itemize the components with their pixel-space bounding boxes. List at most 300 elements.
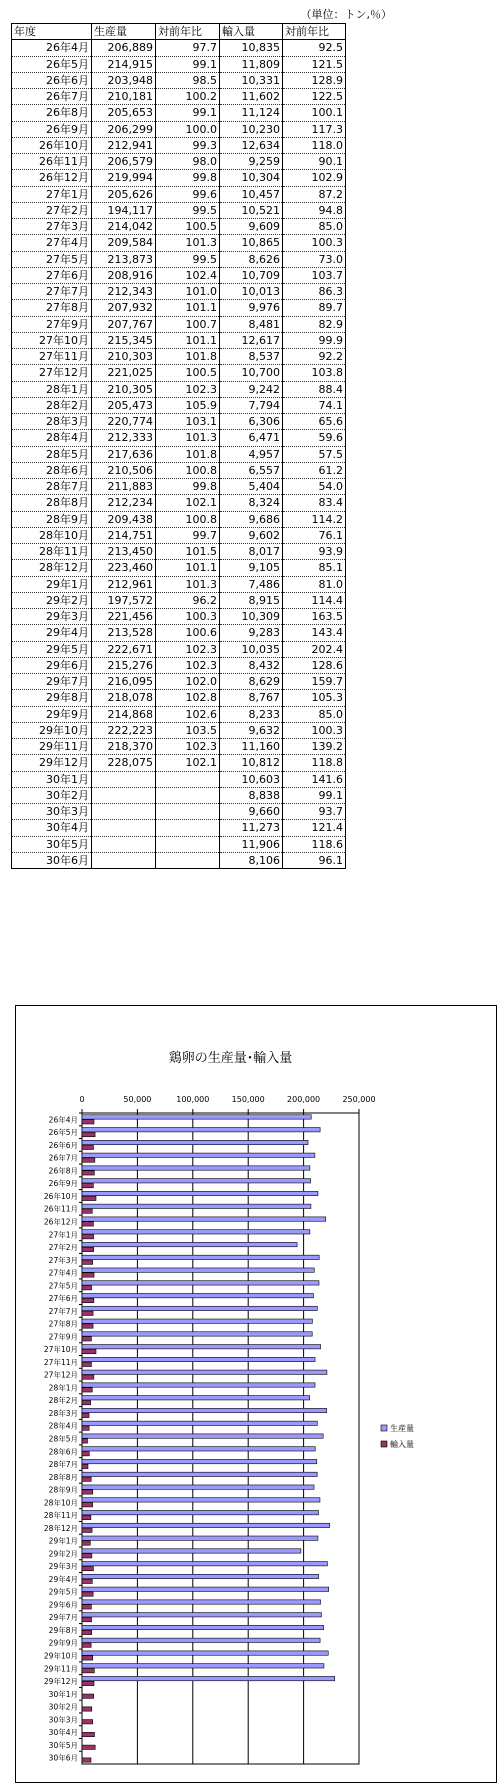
bar-imports: [82, 1132, 95, 1136]
bar-imports: [82, 1222, 93, 1226]
value-cell: 101.8: [156, 349, 220, 365]
category-label: 29年10月: [43, 1651, 78, 1661]
value-cell: 11,273: [220, 820, 283, 836]
x-tick-label: 200,000: [287, 1095, 321, 1104]
value-cell: 100.3: [283, 235, 346, 251]
value-cell: 128.6: [283, 657, 346, 673]
value-cell: 216,095: [92, 674, 156, 690]
bar-imports: [82, 1464, 88, 1468]
category-label: 26年5月: [48, 1128, 78, 1138]
value-cell: 8,626: [220, 251, 283, 267]
bar-production: [82, 1549, 301, 1553]
value-cell: 209,438: [92, 511, 156, 527]
category-label: 28年12月: [43, 1523, 78, 1533]
value-cell: 93.7: [283, 804, 346, 820]
value-cell: 105.9: [156, 397, 220, 413]
value-cell: 99.1: [156, 56, 220, 72]
table-row: [12, 121, 346, 137]
month-cell: 30年5月: [12, 836, 92, 852]
month-cell: 29年10月: [12, 722, 92, 738]
value-cell: 90.1: [283, 154, 346, 170]
table-row: [12, 316, 346, 332]
value-cell: 203,948: [92, 72, 156, 88]
bar-imports: [82, 1515, 91, 1519]
table-row: [12, 625, 346, 641]
category-label: 29年5月: [48, 1587, 78, 1597]
bar-production: [82, 1472, 317, 1476]
value-cell: 102.6: [156, 706, 220, 722]
bar-imports: [82, 1362, 91, 1366]
month-cell: 26年8月: [12, 105, 92, 121]
value-cell: 205,653: [92, 105, 156, 121]
bar-production: [82, 1396, 310, 1400]
month-cell: 28年7月: [12, 479, 92, 495]
value-cell: 99.7: [156, 527, 220, 543]
category-label: 26年4月: [48, 1115, 78, 1125]
month-cell: 29年12月: [12, 755, 92, 771]
category-label: 28年5月: [48, 1434, 78, 1444]
month-cell: 29年8月: [12, 690, 92, 706]
value-cell: 10,457: [220, 186, 283, 202]
bar-production: [82, 1600, 321, 1604]
value-cell: 8,432: [220, 657, 283, 673]
table-row: [12, 235, 346, 251]
month-cell: 29年3月: [12, 609, 92, 625]
bar-production: [82, 1638, 320, 1642]
bar-imports: [82, 1400, 91, 1404]
value-cell: 99.5: [156, 202, 220, 218]
value-cell: 210,303: [92, 349, 156, 365]
value-cell: 10,309: [220, 609, 283, 625]
value-cell: 83.4: [283, 495, 346, 511]
month-cell: 28年4月: [12, 430, 92, 446]
table-row: [12, 72, 346, 88]
category-label: 27年2月: [48, 1243, 78, 1253]
table-row: [12, 755, 346, 771]
value-cell: 102.3: [156, 381, 220, 397]
category-label: 26年10月: [43, 1191, 78, 1201]
value-cell: 118.0: [283, 137, 346, 153]
value-cell: 121.4: [283, 820, 346, 836]
category-label: 27年6月: [48, 1294, 78, 1304]
value-cell: 100.3: [156, 609, 220, 625]
value-cell: 102.1: [156, 495, 220, 511]
month-cell: 26年4月: [12, 40, 92, 56]
table-row: [12, 706, 346, 722]
bar-imports: [82, 1758, 91, 1762]
value-cell: 101.8: [156, 446, 220, 462]
category-label: 27年7月: [48, 1306, 78, 1316]
category-label: 27年5月: [48, 1281, 78, 1291]
bar-imports: [82, 1732, 94, 1736]
bar-imports: [82, 1286, 92, 1290]
value-cell: 61.2: [283, 462, 346, 478]
x-tick-label: 100,000: [176, 1095, 210, 1104]
table-row: [12, 836, 346, 852]
value-cell: 8,838: [220, 787, 283, 803]
bar-imports: [82, 1745, 95, 1749]
value-cell: 202.4: [283, 641, 346, 657]
month-cell: 29年4月: [12, 625, 92, 641]
category-label: 29年9月: [48, 1638, 78, 1648]
value-cell: 220,774: [92, 414, 156, 430]
bar-imports: [82, 1669, 94, 1673]
value-cell: 10,521: [220, 202, 283, 218]
month-cell: 28年11月: [12, 544, 92, 560]
value-cell: 11,906: [220, 836, 283, 852]
value-cell: 105.3: [283, 690, 346, 706]
value-cell: 212,234: [92, 495, 156, 511]
value-cell: 9,976: [220, 300, 283, 316]
value-cell: 8,017: [220, 544, 283, 560]
bar-imports: [82, 1324, 93, 1328]
bar-imports: [82, 1694, 94, 1698]
table-row: [12, 674, 346, 690]
value-cell: 213,873: [92, 251, 156, 267]
table-row: [12, 479, 346, 495]
category-label: 30年6月: [48, 1753, 78, 1763]
bar-imports: [82, 1477, 91, 1481]
value-cell: 5,404: [220, 479, 283, 495]
value-cell: 197,572: [92, 592, 156, 608]
legend-label: 輸入量: [390, 1440, 414, 1449]
table-header-cell: 輸入量: [220, 24, 283, 40]
bar-production: [82, 1242, 297, 1246]
table-row: [12, 430, 346, 446]
bar-production: [82, 1370, 327, 1374]
value-cell: 223,460: [92, 560, 156, 576]
legend-swatch: [381, 1441, 387, 1447]
value-cell: 228,075: [92, 755, 156, 771]
bar-production: [82, 1293, 313, 1297]
value-cell: 102.8: [156, 690, 220, 706]
value-cell: 10,035: [220, 641, 283, 657]
bar-production: [82, 1332, 312, 1336]
value-cell: 212,961: [92, 576, 156, 592]
value-cell: 4,957: [220, 446, 283, 462]
month-cell: 26年5月: [12, 56, 92, 72]
category-label: 28年7月: [48, 1460, 78, 1470]
table-row: [12, 576, 346, 592]
value-cell: 101.1: [156, 300, 220, 316]
table-row: [12, 186, 346, 202]
value-cell: 103.5: [156, 722, 220, 738]
month-cell: 30年4月: [12, 820, 92, 836]
month-cell: 26年9月: [12, 121, 92, 137]
value-cell: 103.7: [283, 267, 346, 283]
category-label: 26年9月: [48, 1179, 78, 1189]
value-cell: 8,324: [220, 495, 283, 511]
value-cell: 6,471: [220, 430, 283, 446]
value-cell: 74.1: [283, 397, 346, 413]
chart-title: 鶏卵の生産量･輸入量: [168, 1051, 293, 1066]
value-cell: 8,106: [220, 852, 283, 868]
value-cell: 12,617: [220, 332, 283, 348]
month-cell: 27年2月: [12, 202, 92, 218]
category-label: 29年6月: [48, 1600, 78, 1610]
category-label: 30年3月: [48, 1715, 78, 1725]
bar-imports: [82, 1388, 92, 1392]
month-cell: 26年6月: [12, 72, 92, 88]
month-cell: 28年3月: [12, 414, 92, 430]
value-cell: 212,941: [92, 137, 156, 153]
value-cell: 8,767: [220, 690, 283, 706]
category-label: 26年12月: [43, 1217, 78, 1227]
x-tick-label: 250,000: [342, 1095, 376, 1104]
bar-imports: [82, 1247, 94, 1251]
value-cell: 118.6: [283, 836, 346, 852]
value-cell: 102.9: [283, 170, 346, 186]
value-cell: 9,283: [220, 625, 283, 641]
table-row: [12, 641, 346, 657]
value-cell: 10,700: [220, 365, 283, 381]
value-cell: 92.2: [283, 349, 346, 365]
value-cell: 10,709: [220, 267, 283, 283]
value-cell: 93.9: [283, 544, 346, 560]
value-cell: 99.6: [156, 186, 220, 202]
chart-legend: [381, 1423, 414, 1449]
value-cell: 7,794: [220, 397, 283, 413]
bar-imports: [82, 1375, 94, 1379]
value-cell: 101.3: [156, 235, 220, 251]
value-cell: 10,331: [220, 72, 283, 88]
value-cell: 139.2: [283, 739, 346, 755]
bar-imports: [82, 1273, 94, 1277]
table-row: [12, 527, 346, 543]
value-cell: 100.8: [156, 462, 220, 478]
category-label: 28年6月: [48, 1447, 78, 1457]
bar-production: [82, 1230, 310, 1234]
bar-production: [82, 1268, 314, 1272]
value-cell: 221,456: [92, 609, 156, 625]
bar-imports: [82, 1566, 93, 1570]
value-cell: 59.6: [283, 430, 346, 446]
value-cell: 214,868: [92, 706, 156, 722]
bar-production: [82, 1115, 311, 1119]
value-cell: [156, 852, 220, 868]
bar-imports: [82, 1605, 91, 1609]
value-cell: 121.5: [283, 56, 346, 72]
month-cell: 26年7月: [12, 89, 92, 105]
table-header-cell: 生産量: [92, 24, 156, 40]
value-cell: 128.9: [283, 72, 346, 88]
value-cell: 8,537: [220, 349, 283, 365]
value-cell: 85.1: [283, 560, 346, 576]
bar-production: [82, 1306, 317, 1310]
month-cell: 28年5月: [12, 446, 92, 462]
table-row: [12, 690, 346, 706]
value-cell: 100.5: [156, 365, 220, 381]
bar-imports: [82, 1720, 93, 1724]
value-cell: 218,370: [92, 739, 156, 755]
table-row: [12, 739, 346, 755]
value-cell: 210,305: [92, 381, 156, 397]
value-cell: 209,584: [92, 235, 156, 251]
bar-imports: [82, 1196, 96, 1200]
value-cell: 207,932: [92, 300, 156, 316]
category-label: 29年12月: [43, 1677, 78, 1687]
value-cell: 12,634: [220, 137, 283, 153]
bar-production: [82, 1562, 327, 1566]
table-header-cell: 対前年比: [156, 24, 220, 40]
category-label: 26年11月: [43, 1204, 78, 1214]
bar-production: [82, 1383, 315, 1387]
bar-imports: [82, 1260, 93, 1264]
value-cell: 11,160: [220, 739, 283, 755]
category-label: 26年7月: [48, 1153, 78, 1163]
legend-label: 生産量: [390, 1424, 414, 1433]
table-row: [12, 397, 346, 413]
category-label: 27年4月: [48, 1268, 78, 1278]
value-cell: 215,345: [92, 332, 156, 348]
data-table: [11, 23, 346, 869]
table-row: [12, 219, 346, 235]
bar-production: [82, 1281, 319, 1285]
value-cell: 8,915: [220, 592, 283, 608]
category-label: 28年9月: [48, 1485, 78, 1495]
table-row: [12, 56, 346, 72]
table-row: [12, 170, 346, 186]
month-cell: 27年1月: [12, 186, 92, 202]
table-row: [12, 381, 346, 397]
value-cell: 9,259: [220, 154, 283, 170]
category-label: 30年5月: [48, 1740, 78, 1750]
value-cell: 207,767: [92, 316, 156, 332]
value-cell: 99.3: [156, 137, 220, 153]
value-cell: 117.3: [283, 121, 346, 137]
month-cell: 28年12月: [12, 560, 92, 576]
value-cell: [156, 787, 220, 803]
bar-production: [82, 1536, 318, 1540]
value-cell: 100.5: [156, 219, 220, 235]
value-cell: 194,117: [92, 202, 156, 218]
table-row: [12, 349, 346, 365]
value-cell: 101.3: [156, 430, 220, 446]
table-row: [12, 137, 346, 153]
month-cell: 30年1月: [12, 771, 92, 787]
table-row: [12, 511, 346, 527]
value-cell: 205,626: [92, 186, 156, 202]
category-label: 29年8月: [48, 1625, 78, 1635]
value-cell: 118.8: [283, 755, 346, 771]
bar-production: [82, 1128, 320, 1132]
value-cell: 214,915: [92, 56, 156, 72]
bar-production: [82, 1166, 310, 1170]
table-row: [12, 771, 346, 787]
month-cell: 29年5月: [12, 641, 92, 657]
category-label: 27年3月: [48, 1255, 78, 1265]
value-cell: 102.3: [156, 739, 220, 755]
bar-imports: [82, 1707, 92, 1711]
table-header-cell: 対前年比: [283, 24, 346, 40]
table-row: [12, 251, 346, 267]
value-cell: 211,883: [92, 479, 156, 495]
category-label: 29年4月: [48, 1574, 78, 1584]
table-row: [12, 365, 346, 381]
value-cell: 212,333: [92, 430, 156, 446]
bar-production: [82, 1510, 319, 1514]
value-cell: 10,304: [220, 170, 283, 186]
category-label: 30年2月: [48, 1702, 78, 1712]
value-cell: 9,660: [220, 804, 283, 820]
value-cell: 97.7: [156, 40, 220, 56]
bar-imports: [82, 1630, 92, 1634]
value-cell: 208,916: [92, 267, 156, 283]
value-cell: 101.1: [156, 332, 220, 348]
value-cell: 9,105: [220, 560, 283, 576]
bar-imports: [82, 1349, 96, 1353]
value-cell: 10,812: [220, 755, 283, 771]
bar-production: [82, 1651, 328, 1655]
value-cell: 215,276: [92, 657, 156, 673]
value-cell: 99.9: [283, 332, 346, 348]
value-cell: 102.0: [156, 674, 220, 690]
value-cell: 99.5: [156, 251, 220, 267]
month-cell: 27年9月: [12, 316, 92, 332]
bar-imports: [82, 1554, 92, 1558]
table-row: [12, 804, 346, 820]
value-cell: 99.1: [156, 105, 220, 121]
value-cell: [92, 771, 156, 787]
value-cell: 9,609: [220, 219, 283, 235]
month-cell: 29年6月: [12, 657, 92, 673]
value-cell: [92, 804, 156, 820]
category-label: 29年7月: [48, 1613, 78, 1623]
x-tick-label: 50,000: [123, 1095, 152, 1104]
table-row: [12, 154, 346, 170]
table-row: [12, 105, 346, 121]
value-cell: 89.7: [283, 300, 346, 316]
bar-imports: [82, 1452, 89, 1456]
legend-swatch: [381, 1425, 387, 1431]
bar-production: [82, 1408, 327, 1412]
value-cell: 114.2: [283, 511, 346, 527]
bar-production: [82, 1676, 335, 1680]
table-row: [12, 722, 346, 738]
bar-production: [82, 1613, 321, 1617]
category-label: 27年12月: [43, 1370, 78, 1380]
month-cell: 29年7月: [12, 674, 92, 690]
value-cell: 11,809: [220, 56, 283, 72]
bar-imports: [82, 1145, 93, 1149]
value-cell: 10,603: [220, 771, 283, 787]
bar-imports: [82, 1171, 94, 1175]
month-cell: 27年10月: [12, 332, 92, 348]
table-row: [12, 657, 346, 673]
value-cell: 206,579: [92, 154, 156, 170]
bar-imports: [82, 1681, 94, 1685]
month-cell: 30年3月: [12, 804, 92, 820]
category-label: 26年8月: [48, 1166, 78, 1176]
month-cell: 28年8月: [12, 495, 92, 511]
value-cell: 6,557: [220, 462, 283, 478]
month-cell: 29年1月: [12, 576, 92, 592]
category-label: 28年4月: [48, 1421, 78, 1431]
month-cell: 29年2月: [12, 592, 92, 608]
category-label: 27年9月: [48, 1332, 78, 1342]
table-row: [12, 446, 346, 462]
unit-note: （単位：トン,％）: [300, 8, 392, 21]
bar-imports: [82, 1541, 90, 1545]
category-label: 29年3月: [48, 1562, 78, 1572]
value-cell: 101.1: [156, 560, 220, 576]
bar-imports: [82, 1209, 92, 1213]
value-cell: [156, 836, 220, 852]
table-row: [12, 560, 346, 576]
value-cell: 7,486: [220, 576, 283, 592]
value-cell: 88.4: [283, 381, 346, 397]
bar-production: [82, 1179, 311, 1183]
